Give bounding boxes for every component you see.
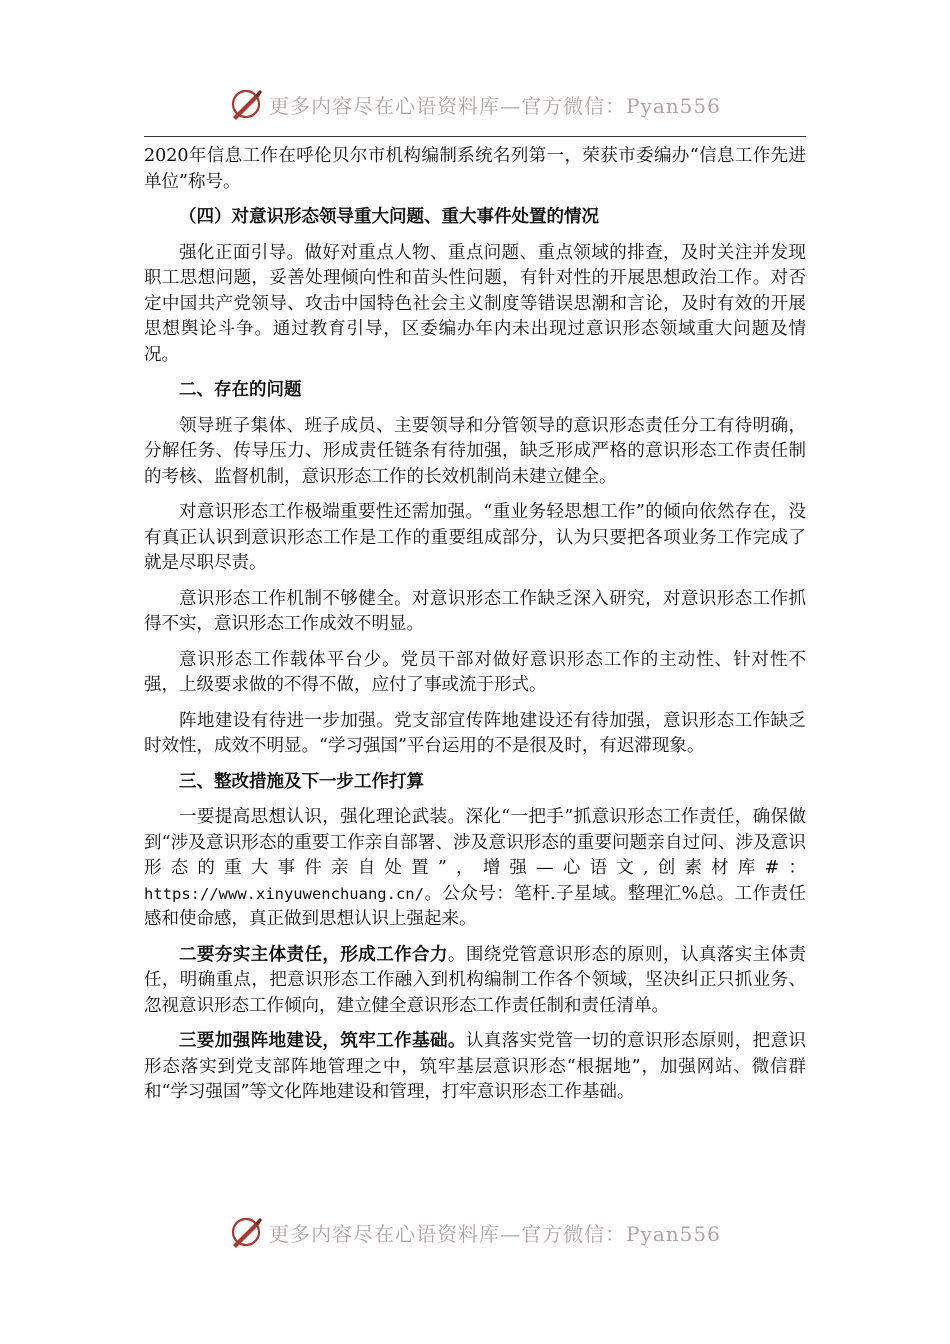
paragraph-problem-4: 意识形态工作载体平台少。党员干部对做好意识形态工作的主动性、针对性不强，上级要求做的不得不做，应付了事或流于形式。 (144, 649, 806, 695)
paragraph-problem-1: 领导班子集体、班子成员、主要领导和分管领导的意识形态责任分工有待明确，分解任务、传导压力、形成责任链条有待加强，缺乏形成严格的意识形态工作责任制的考核、监督机制，意识形态工作的长效机制尚未建立健全。 (144, 415, 806, 487)
footer-watermark (0, 1212, 950, 1252)
paragraph-info-work: 2020年信息工作在呼伦贝尔市机构编制系统名列第一，荣获市委编办“信息工作先进单位”称号。 (144, 146, 806, 192)
document-body (144, 144, 806, 1106)
pen-logo-icon (229, 1215, 263, 1249)
footer-watermark-text: 更多内容尽在心语资料库—官方微信：Pyan556 (269, 1221, 721, 1246)
paragraph-measure-1 (144, 805, 806, 933)
website-url: https://www.xinyuwenchuang.cn/ (144, 884, 424, 903)
paragraph-problem-2: 对意识形态工作极端重要性还需加强。“重业务轻思想工作”的倾向依然存在，没有真正认识到意识形态工作是工作的重要组成部分，认为只要把各项业务工作完成了就是尽职尽责。 (144, 502, 806, 573)
paragraph-positive-guidance: 强化正面引导。做好对重点人物、重点问题、重点领域的排查，及时关注并发现职工思想问题，妥善处理倾向性和苗头性问题，有针对性的开展思想政治工作。对否定中国共产党领导、攻击中国特色社会主义制度等错误思潮和言论，及时有效的开展思想舆论斗争。通过教育引导，区委编办年内未出现过意识形态领域重大问题及情况。 (144, 242, 806, 365)
paragraph-measure-2 (144, 943, 806, 1020)
paragraph-measure-3 (144, 1029, 806, 1106)
header-divider (144, 136, 806, 137)
header-watermark-text: 更多内容尽在心语资料库—官方微信：Pyan556 (269, 93, 721, 118)
paragraph-problem-3: 意识形态工作机制不够健全。对意识形态工作缺乏深入研究，对意识形态工作抓得不实，意识形态工作成效不明显。 (144, 588, 806, 634)
measure-3-text: 认真落实党管一切的意识形态原则，把意识形态落实到党支部阵地管理之中，筑牢基层意识形态“根据地”，加强网站、微信群和“学习强国”等文化阵地建设和管理，打牢意识形态工作基础。 (144, 1031, 807, 1102)
pen-logo-icon (229, 87, 263, 121)
heading-rectification: 三、整改措施及下一步工作打算 (179, 771, 424, 792)
measure-2-text: 。围绕党管意识形态的原则，认真落实主体责任，明确重点，把意识形态工作融入到机构编制工作各个领域，坚决纠正只抓业务、忽视意识形态工作倾向，建立健全意识形态工作责任制和责任清单。 (144, 944, 807, 1016)
paragraph-problem-5: 阵地建设有待进一步加强。党支部宣传阵地建设还有待加强，意识形态工作缺乏时效性，成效不明显。“学习强国”平台运用的不是很及时，有迟滞现象。 (144, 710, 806, 756)
header-watermark (0, 84, 950, 124)
measure-3-title: 三要加强阵地建设，筑牢工作基础。 (179, 1031, 466, 1051)
measure-2-title: 二要夯实主体责任，形成工作合力 (179, 944, 448, 965)
heading-section-4: （四）对意识形态领导重大问题、重大事件处置的情况 (179, 207, 599, 227)
heading-problems: 二、存在的问题 (179, 380, 302, 400)
measure-1-text-cont: 。公众号：笔杆.子星域。整理汇%总。工作责任感和使命感，真正做到思想认识上强起来。 (144, 883, 806, 929)
measure-1-text: 一要提高思想认识，强化理论武装。深化“一把手”抓意识形态工作责任，确保做到“涉及意识形态的重要工作亲自部署、涉及意识形态的重要问题亲自过问、涉及意识形态的重大事件亲自处置”，增强—心语文,创素材库#： (144, 807, 806, 878)
